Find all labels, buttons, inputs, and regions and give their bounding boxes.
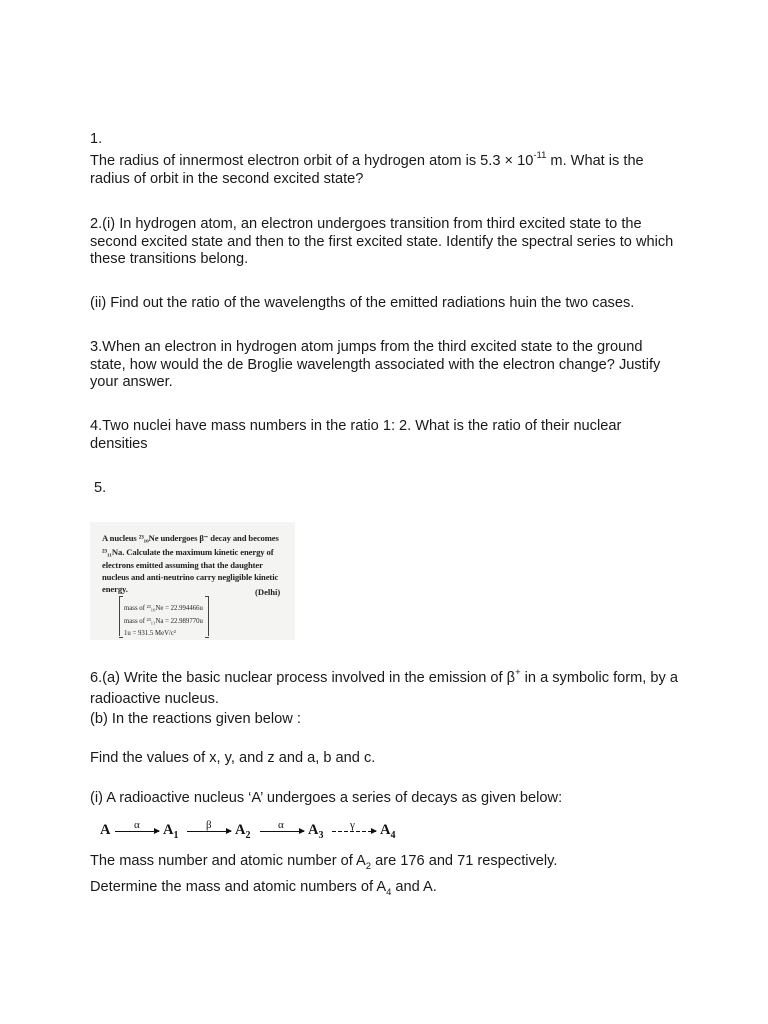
label-beta: β bbox=[206, 819, 212, 831]
q6-mass-before: The mass number and atomic number of A bbox=[90, 853, 366, 869]
nucleus-a3-symbol: A bbox=[308, 822, 319, 838]
scan-line-5: energy. bbox=[102, 584, 128, 594]
q6-part-i: (i) A radioactive nucleus ‘A’ undergoes a series of decays as given below: bbox=[90, 790, 563, 806]
label-alpha-2: α bbox=[278, 819, 284, 831]
scan-data-bracket bbox=[119, 596, 209, 636]
q3-text: 3.When an electron in hydrogen atom jumps from the third excited state to the ground state, how would the de Broglie wavelength associated with the electron change? Justify your answer. bbox=[90, 339, 661, 390]
scan-line-3: electrons emitted assuming that the daughter bbox=[102, 560, 263, 570]
q1-text-before: The radius of innermost electron orbit of a hydrogen atom is 5.3 × 10 bbox=[90, 153, 534, 169]
nucleus-a1-symbol: A bbox=[163, 822, 174, 838]
nucleus-a3 bbox=[308, 822, 323, 840]
nucleus-a: A bbox=[100, 822, 111, 838]
q6-mass-after: are 176 and 71 respectively. bbox=[371, 853, 558, 869]
arrow-gamma bbox=[332, 819, 376, 832]
q1-number: 1. bbox=[90, 131, 103, 147]
q6-part-a bbox=[90, 668, 680, 710]
q5-scanned-question-image bbox=[90, 522, 295, 640]
scan-line-2: ²³₁₁Na. Calculate the maximum kinetic energy of bbox=[102, 547, 274, 557]
nucleus-a4-sub: 4 bbox=[390, 829, 396, 841]
q6-a-before: 6.(a) Write the basic nuclear process involved in the emission of β bbox=[90, 670, 516, 686]
decay-chain-diagram bbox=[100, 818, 420, 844]
q1-exponent: -11 bbox=[533, 150, 547, 162]
nucleus-a2-sub: 2 bbox=[245, 829, 251, 841]
nucleus-a4-symbol: A bbox=[380, 822, 391, 838]
q6-det-sub: 4 bbox=[386, 886, 392, 898]
q2-part-i: 2.(i) In hydrogen atom, an electron undergoes transition from third excited state to the second excited state and then to the first excited state. Identify the spectral series to which these transitions belong. bbox=[90, 216, 674, 267]
q6-a-after: in a symbolic form, by a radioactive nucleus. bbox=[90, 670, 678, 707]
scan-data-2: mass of ²³₁₁Na = 22.989770u bbox=[124, 618, 203, 625]
q5-number: 5. bbox=[90, 480, 107, 496]
label-gamma: γ bbox=[350, 819, 355, 831]
q1-text bbox=[90, 150, 680, 188]
q4-text: 4.Two nuclei have mass numbers in the ratio 1: 2. What is the ratio of their nuclear densities bbox=[90, 418, 622, 452]
q6-part-b: (b) In the reactions given below : bbox=[90, 711, 301, 727]
scan-data-1: mass of ²³₁₀Ne = 22.994466u bbox=[124, 605, 203, 612]
nucleus-a2-symbol: A bbox=[235, 822, 246, 838]
q6-a-sup: + bbox=[515, 667, 521, 679]
label-alpha-1: α bbox=[134, 819, 140, 831]
nucleus-a1-sub: 1 bbox=[173, 829, 179, 841]
nucleus-a4 bbox=[380, 822, 395, 840]
q1-text-after: m. What is the radius of orbit in the second excited state? bbox=[90, 153, 644, 187]
arrow-beta bbox=[187, 819, 231, 832]
q6-det-after: and A. bbox=[391, 879, 437, 895]
arrow-alpha-2 bbox=[260, 819, 304, 832]
q6-find: Find the values of x, y, and z and a, b and c. bbox=[90, 750, 376, 766]
q6-determine-statement bbox=[90, 879, 680, 897]
q2-part-ii: (ii) Find out the ratio of the wavelengths of the emitted radiations huin the two cases. bbox=[90, 295, 635, 311]
scan-line-1: A nucleus ²³₁₀Ne undergoes β⁻ decay and becomes bbox=[102, 533, 279, 543]
q6-mass-sub: 2 bbox=[365, 860, 372, 872]
nucleus-a2 bbox=[235, 822, 250, 840]
scan-source: (Delhi) bbox=[255, 587, 281, 597]
q6-mass-statement bbox=[90, 853, 680, 871]
scan-line-4: nucleus and anti-neutrino carry negligible kinetic bbox=[102, 572, 279, 582]
scan-data-3: 1u = 931.5 MeV/c² bbox=[124, 630, 176, 637]
arrow-alpha-1 bbox=[115, 819, 159, 832]
nucleus-a3-sub: 3 bbox=[318, 829, 324, 841]
nucleus-a1 bbox=[163, 822, 178, 840]
q6-det-before: Determine the mass and atomic numbers of A bbox=[90, 879, 387, 895]
